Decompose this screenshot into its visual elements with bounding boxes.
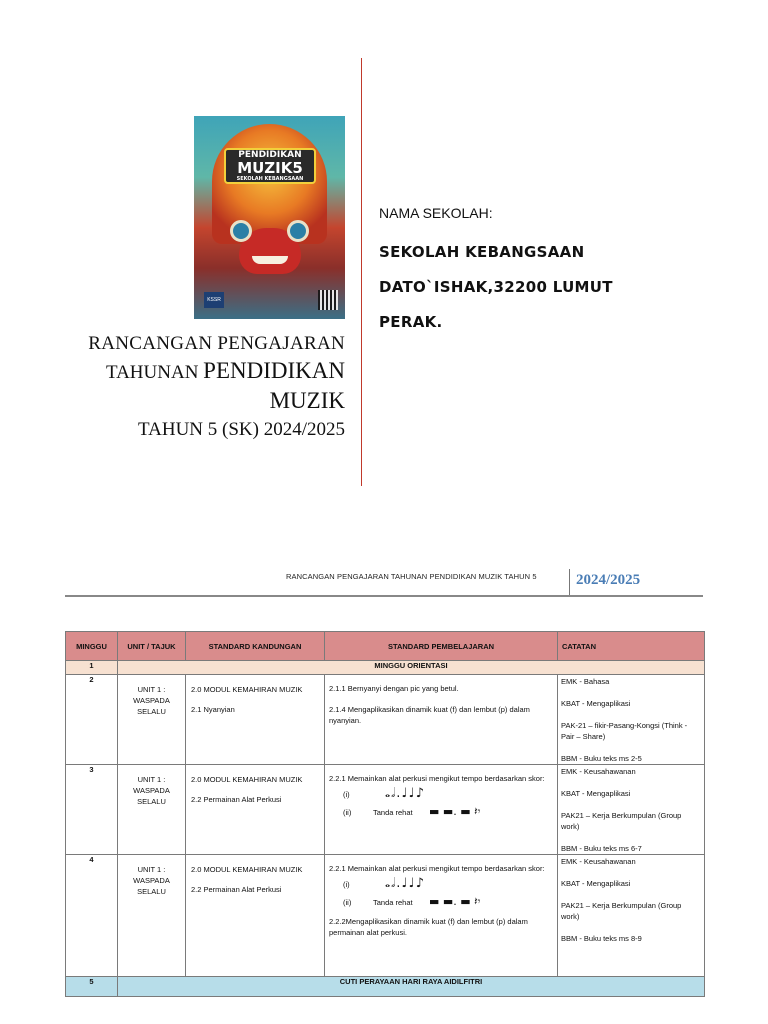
rpt-title-line2b: PENDIDIKAN [203,358,345,383]
score-index: (ii) [343,807,352,817]
catatan-item: KBAT - Mengaplikasi [561,879,631,888]
rpt-title-block [88,330,345,445]
sk-topic: 2.2 Permainan Alat Perkusi [191,885,282,894]
music-notes-icon: 𝅝𝅗𝅥.♩♩♪ [385,786,425,801]
catatan-item: EMK - Keusahawanan [561,857,636,866]
unit-line: WASPADA [133,876,170,885]
table-row-orientation [66,661,705,675]
week-number: 3 [66,765,118,855]
catatan-item: KBAT - Mengaplikasi [561,699,631,708]
catatan-cell [558,765,705,855]
raya-week: 5 [66,977,118,997]
catatan-item: KBAT - Mengaplikasi [561,789,631,798]
col-header-catatan: CATATAN [558,632,705,661]
score-index: (i) [343,789,350,799]
week-number: 4 [66,855,118,977]
score-line-notes [329,786,551,802]
catatan-item: PAK21 – Kerja Berkumpulan (Group work) [561,811,682,831]
cover-title-line3: SEKOLAH KEBANGSAAN [236,176,304,182]
week-number: 2 [66,675,118,765]
sk-cell [186,675,325,765]
catatan-cell [558,855,705,977]
cover-robot-mouth [252,256,288,264]
table-row [66,675,705,765]
sp-cell [325,765,558,855]
rpt-title-line2 [88,357,345,386]
qr-code-icon [318,290,338,310]
header-rule [65,595,703,597]
music-notes-icon: 𝅝𝅗𝅥.♩♩♪ [385,876,425,891]
score-line-notes [329,876,551,892]
score-line-rests [329,804,551,820]
catatan-item: EMK - Bahasa [561,677,610,686]
rpt-title-line3: MUZIK [269,388,345,413]
col-header-sp: STANDARD PEMBELAJARAN [325,632,558,661]
catatan-cell [558,675,705,765]
catatan-item: PAK-21 – fikir-Pasang-Kongsi (Think - Pair – Share) [561,721,688,741]
sp-cell [325,675,558,765]
col-header-sk: STANDARD KANDUNGAN [186,632,325,661]
catatan-item: BBM - Buku teks ms 6-7 [561,844,642,853]
sk-cell [186,855,325,977]
sp-item: 2.1.1 Bernyanyi dengan pic yang betul. [329,684,459,693]
page-header-year: 2024/2025 [576,572,641,588]
school-name-line1: SEKOLAH KEBANGSAAN [379,243,585,261]
school-info [379,205,613,340]
cover-title-band [224,148,316,184]
unit-cell [118,855,186,977]
cover-title-line1: PENDIDIKAN [238,150,302,160]
orientation-week: 1 [66,661,118,675]
cover-robot-eye-right [287,220,309,242]
rest-label: Tanda rehat [373,807,413,817]
sk-module: 2.0 MODUL KEMAHIRAN MUZIK [191,865,303,874]
book-cover-image [194,116,345,319]
score-index: (ii) [343,897,352,907]
raya-label: CUTI PERAYAAN HARI RAYA AIDILFITRI [118,977,705,997]
unit-line: UNIT 1 : [137,775,166,784]
unit-line: WASPADA [133,696,170,705]
sp-item: 2.2.2Mengaplikasikan dinamik kuat (f) dan lembut (p) dalam permainan alat perkusi. [329,917,528,937]
cover-arch-shape [212,124,327,244]
school-name-line2: DATO`ISHAK,32200 LUMUT [379,278,613,296]
unit-line: SELALU [137,707,166,716]
catatan-item: BBM - Buku teks ms 8-9 [561,934,642,943]
sk-module: 2.0 MODUL KEMAHIRAN MUZIK [191,685,303,694]
sp-item: 2.1.4 Mengaplikasikan dinamik kuat (f) dan lembut (p) dalam nyanyian. [329,705,530,725]
unit-cell [118,675,186,765]
sk-cell [186,765,325,855]
table-row [66,765,705,855]
sp-item: 2.2.1 Memainkan alat perkusi mengikut tempo berdasarkan skor: [329,774,545,783]
rpt-title-line2a: TAHUNAN [106,362,199,383]
col-header-unit: UNIT / TAJUK [118,632,186,661]
unit-line: UNIT 1 : [137,685,166,694]
table-header-row [66,632,705,661]
score-index: (i) [343,879,350,889]
unit-line: UNIT 1 : [137,865,166,874]
unit-line: SELALU [137,797,166,806]
table-row [66,855,705,977]
catatan-item: EMK - Keusahawanan [561,767,636,776]
col-header-minggu: MINGGU [66,632,118,661]
school-name-line3: PERAK. [379,313,443,331]
music-rests-icon: ▬ ▬. ▬ 𝄽𝄾 [429,895,481,908]
catatan-item: BBM - Buku teks ms 2-5 [561,754,642,763]
unit-line: WASPADA [133,786,170,795]
kssr-badge: KSSR [204,292,224,308]
orientation-label: MINGGU ORIENTASI [118,661,705,675]
music-rests-icon: ▬ ▬. ▬ 𝄽𝄾 [429,805,481,818]
cover-divider-line [361,58,362,486]
sp-item: 2.2.1 Memainkan alat perkusi mengikut tempo berdasarkan skor: [329,864,545,873]
catatan-item: PAK21 – Kerja Berkumpulan (Group work) [561,901,682,921]
page-header-text: RANCANGAN PENGAJARAN TAHUNAN PENDIDIKAN MUZIK TAHUN 5 [286,572,537,581]
sk-topic: 2.1 Nyanyian [191,705,235,714]
cover-title-line2: MUZIK5 [237,159,303,177]
rpt-table [65,631,705,997]
rest-label: Tanda rehat [373,897,413,907]
unit-cell [118,765,186,855]
score-line-rests [329,894,551,910]
table-row-raya [66,977,705,997]
header-separator [569,569,570,595]
sp-cell [325,855,558,977]
sk-topic: 2.2 Permainan Alat Perkusi [191,795,282,804]
rpt-title-line1: RANCANGAN PENGAJARAN [88,333,345,354]
unit-line: SELALU [137,887,166,896]
school-label: NAMA SEKOLAH: [379,205,493,221]
sk-module: 2.0 MODUL KEMAHIRAN MUZIK [191,775,303,784]
cover-robot-eye-left [230,220,252,242]
rpt-title-line4: TAHUN 5 (SK) 2024/2025 [138,419,345,440]
